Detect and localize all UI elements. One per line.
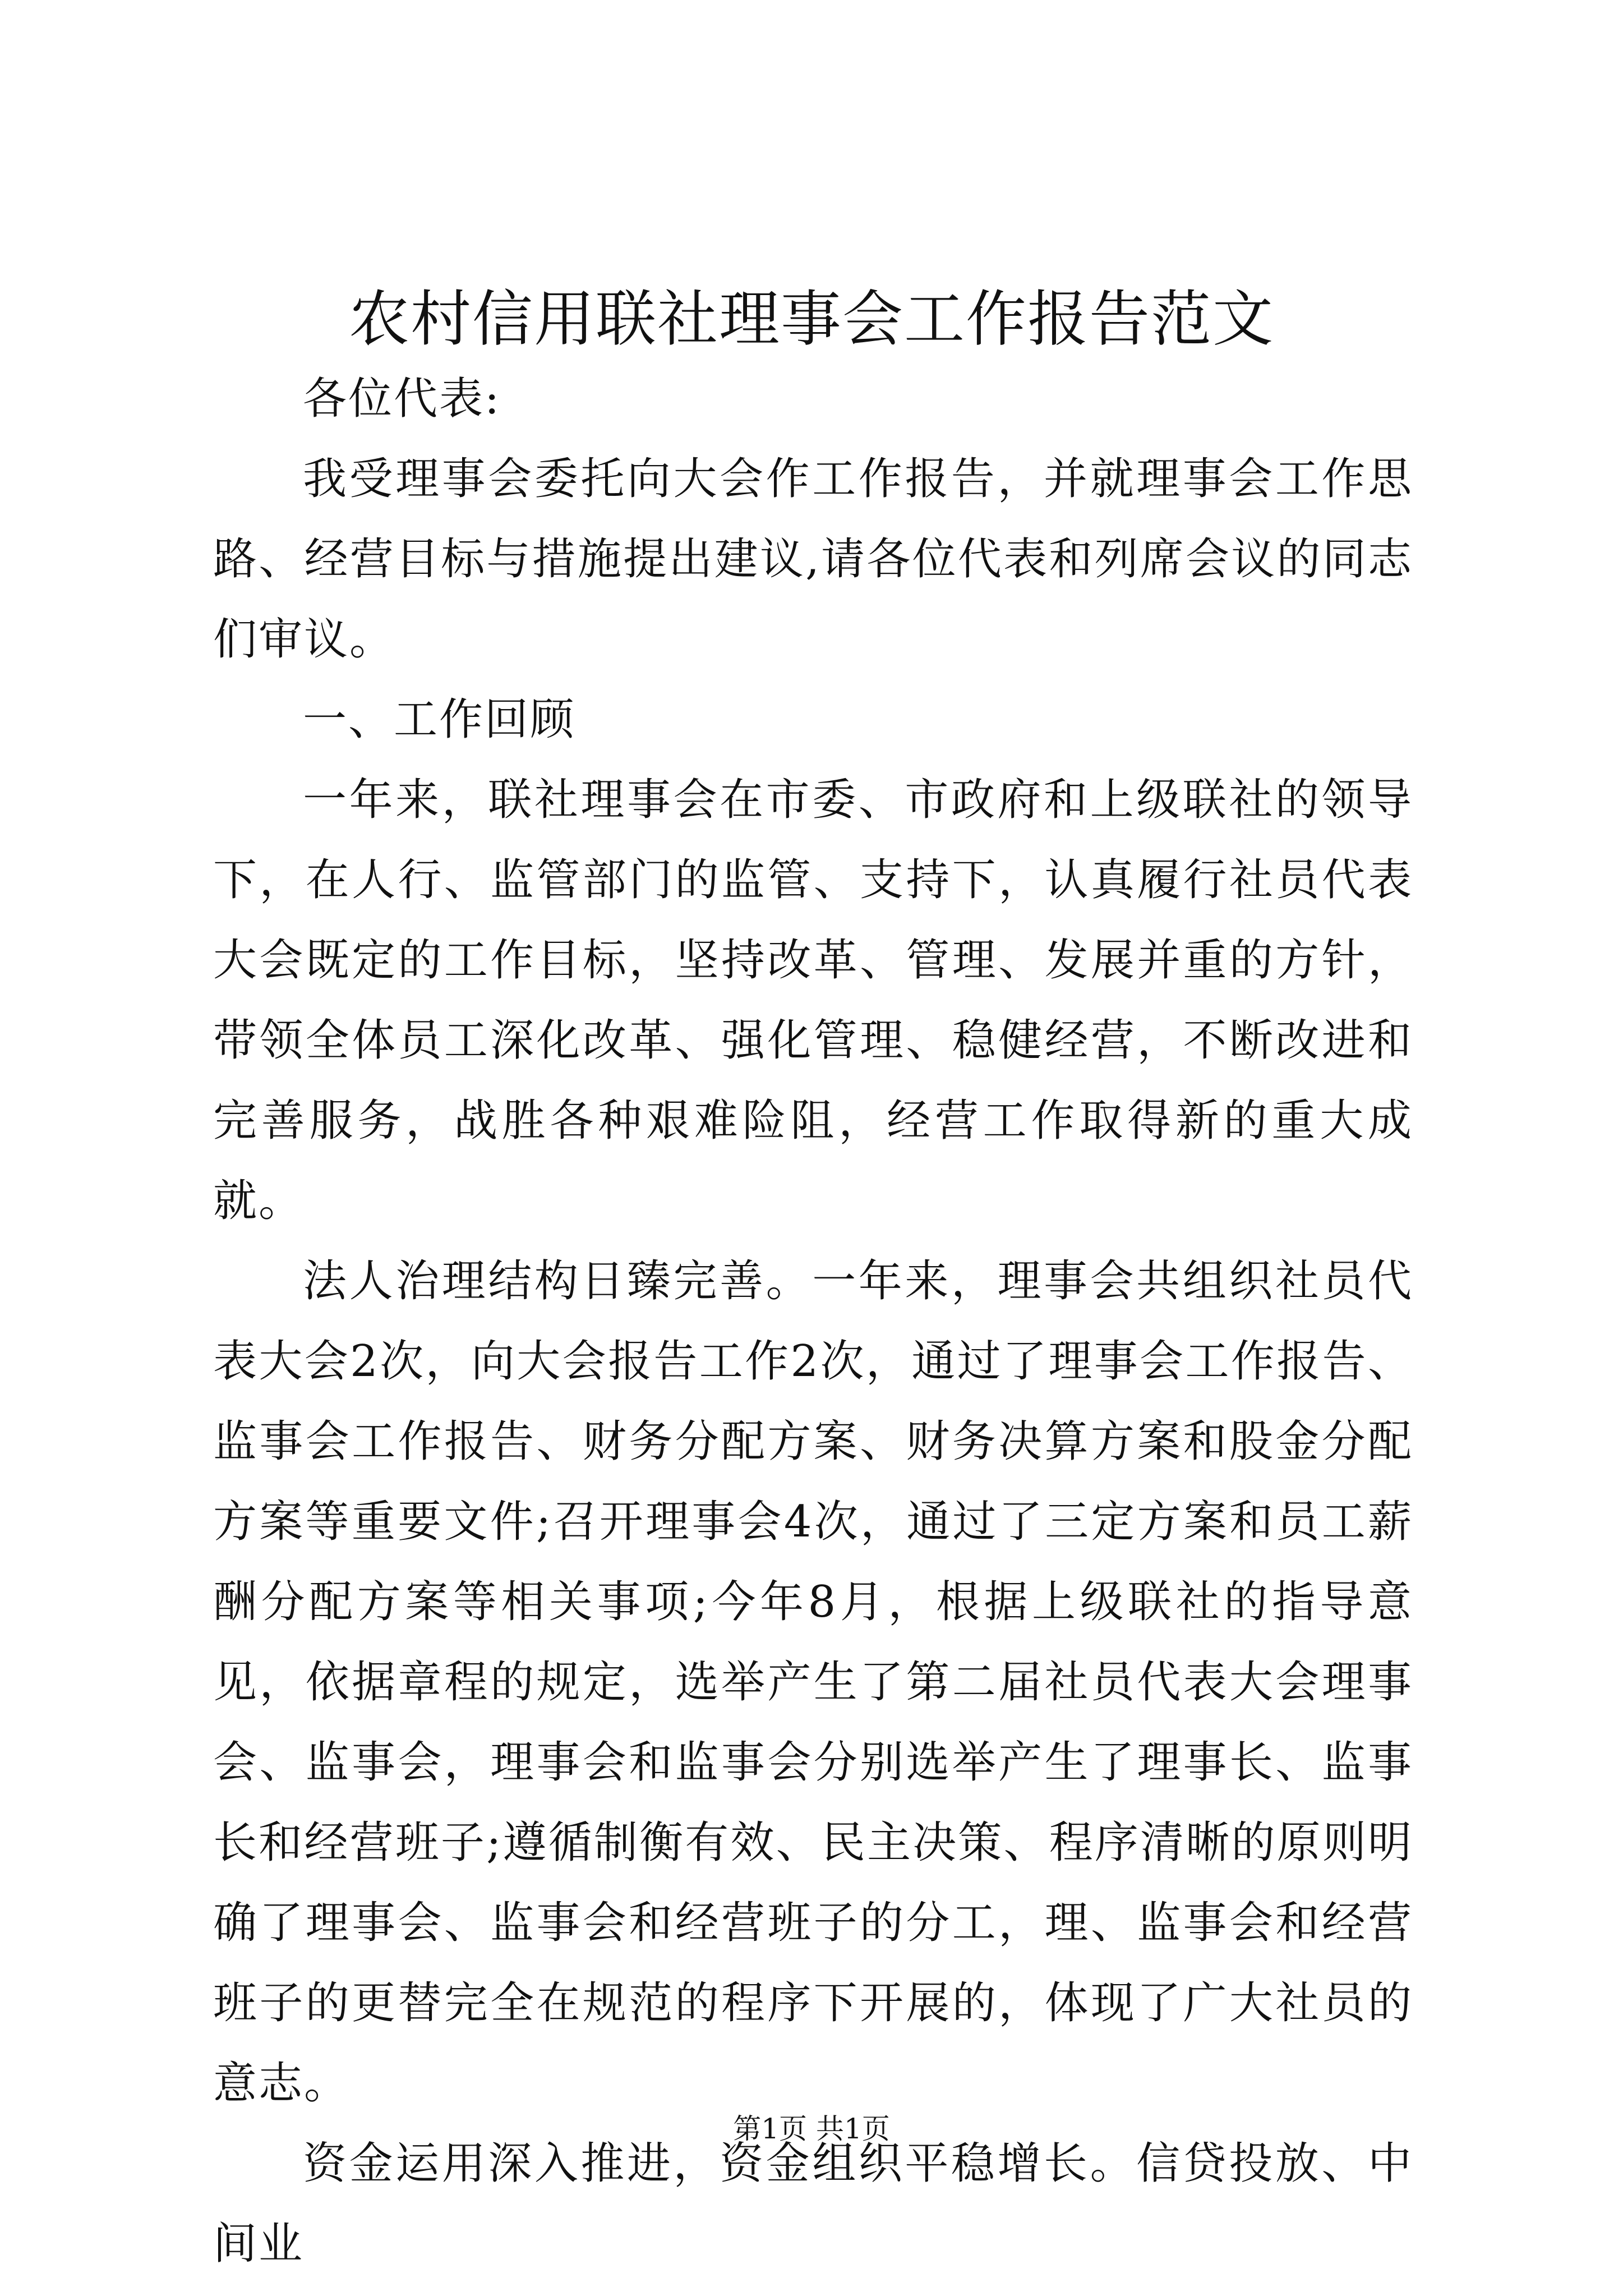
document-body xyxy=(213,359,1413,2284)
section-heading: 一、工作回顾 xyxy=(303,694,576,745)
paragraph-governance: 法人治理结构日臻完善。一年来，理事会共组织社员代表大会2次，向大会报告工作2次，通过了理事会工作报告、监事会工作报告、财务分配方案、财务决算方案和股金分配方案等重要文件;召开理事会4次，通过了三定方案和员工薪酬分配方案等相关事项;今年8月，根据上级联社的指导意见，依据章程的规定，选举产生了第二届社员代表大会理事会、监事会，理事会和监事会分别选举产生了理事长、监事长和经营班子;遵循制衡有效、民主决策、程序清晰的原则明确了理事会、监事会和经营班子的分工，理、监事会和经营班子的更替完全在规范的程序下开展的，体现了广大社员的意志。 xyxy=(213,1256,1413,2109)
paragraph-funds: 资金运用深入推进，资金组织平稳增长。信贷投放、中间业 xyxy=(213,2138,1413,2269)
paragraph-review: 一年来，联社理事会在市委、市政府和上级联社的领导下，在人行、监管部门的监管、支持下，认真履行社员代表大会既定的工作目标，坚持改革、管理、发展并重的方针，带领全体员工深化改革、强化管理、稳健经营，不断改进和完善服务，战胜各种艰难险阻，经营工作取得新的重大成就。 xyxy=(213,775,1413,1226)
paragraph-intro: 我受理事会委托向大会作工作报告，并就理事会工作思路、经营目标与措施提出建议,请各位代表和列席会议的同志们审议。 xyxy=(213,454,1413,665)
page-number-footer: 第1页 共1页 xyxy=(733,2113,890,2145)
salutation: 各位代表: xyxy=(303,374,501,424)
document-title: 农村信用联社理事会工作报告范文 xyxy=(348,284,1274,355)
